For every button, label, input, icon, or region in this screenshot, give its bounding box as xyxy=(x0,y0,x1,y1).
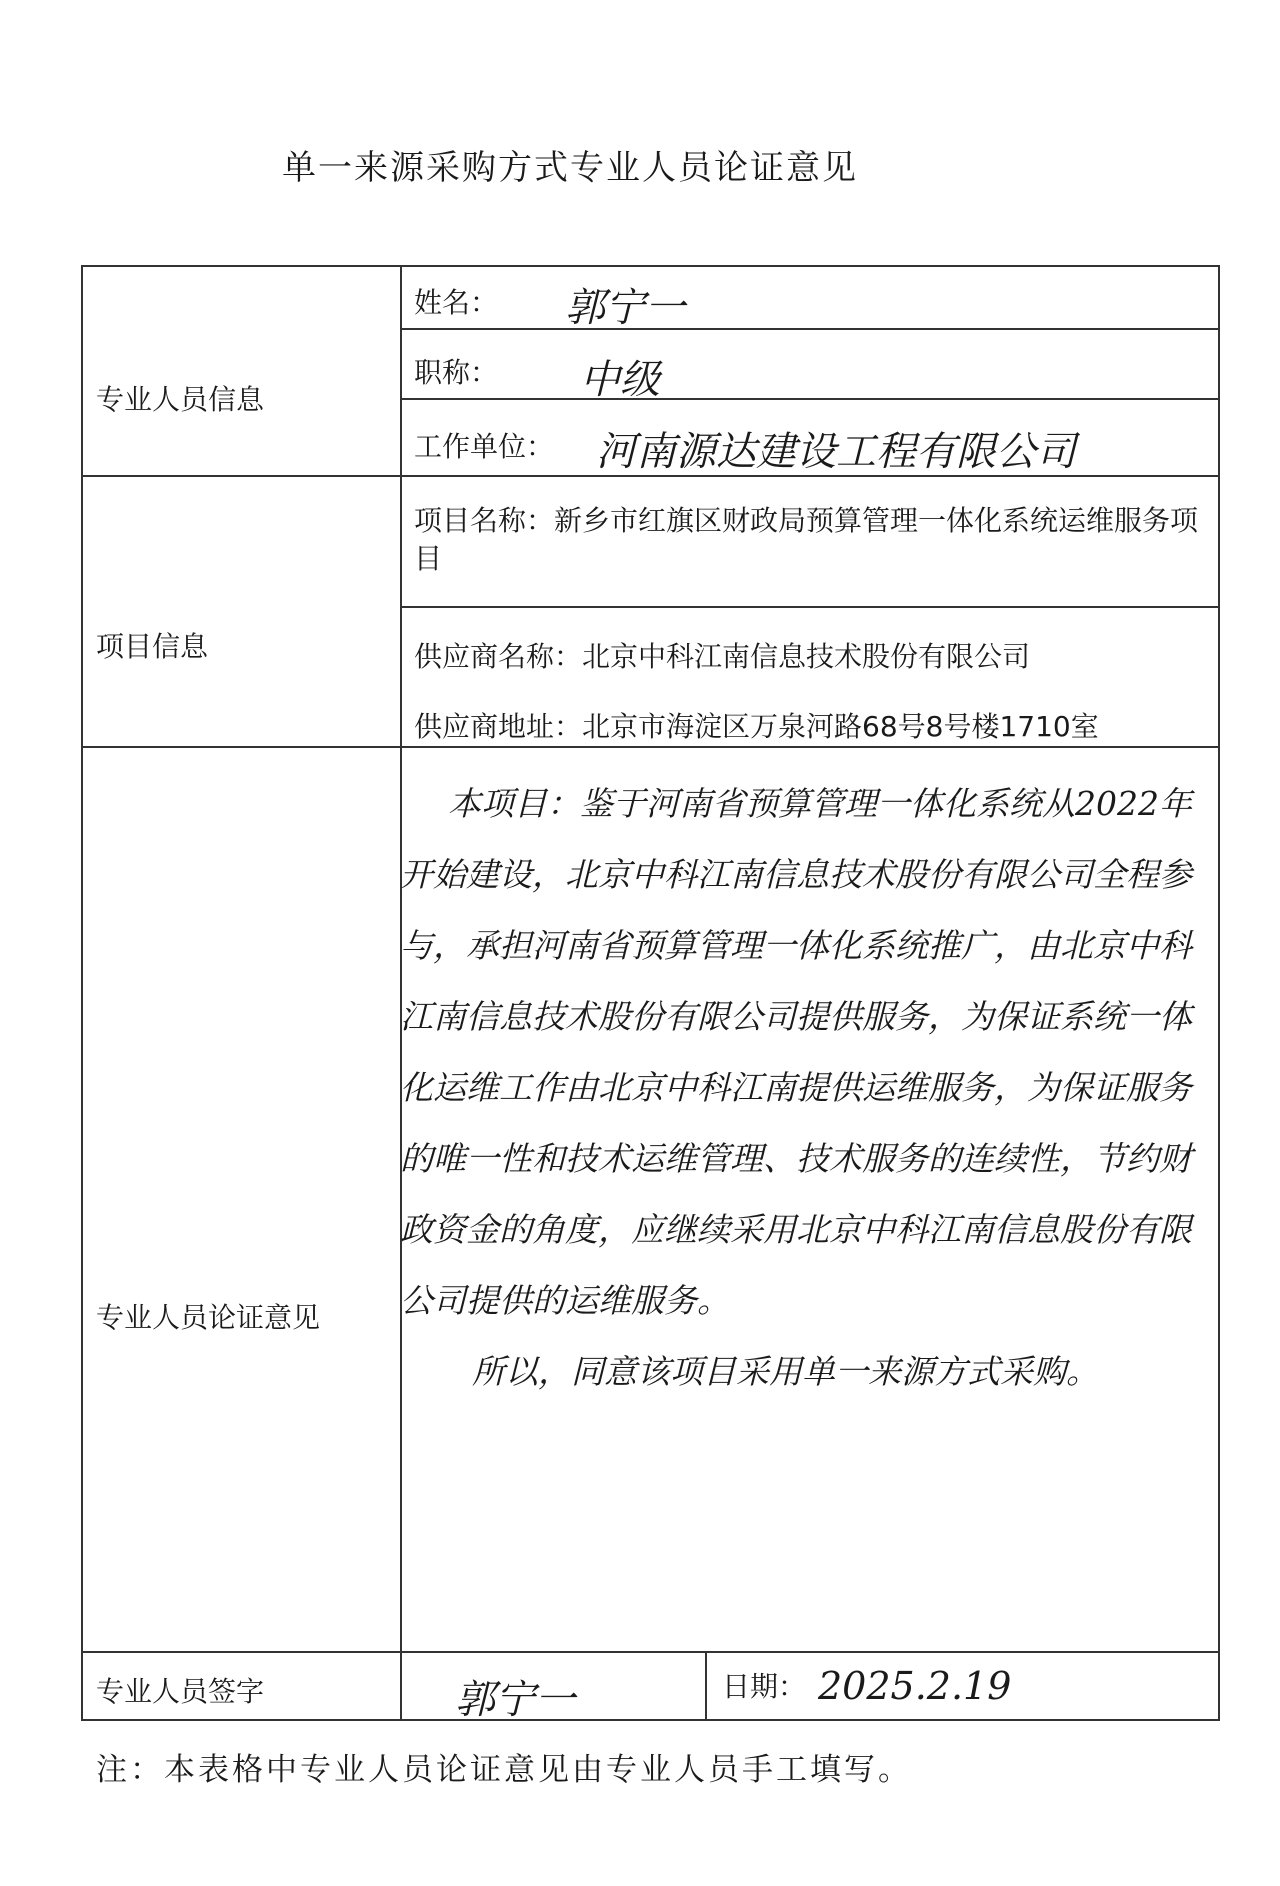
row-divider-section2 xyxy=(81,746,1220,748)
title-value: 中级 xyxy=(580,357,660,403)
row-divider-name xyxy=(400,328,1220,330)
project-info-label: 项目信息 xyxy=(96,630,209,663)
page-title: 单一来源采购方式专业人员论证意见 xyxy=(282,148,858,188)
opinion-paragraph-2: 所以，同意该项目采用单一来源方式采购。 xyxy=(472,1352,1099,1391)
expert-info-label: 专业人员信息 xyxy=(96,383,265,416)
supplier-name xyxy=(414,638,1209,676)
project-name-label: 项目名称： xyxy=(414,504,555,537)
opinion-paragraph-1: 本项目：鉴于河南省预算管理一体化系统从2022年开始建设，北京中科江南信息技术股份有限公司全程参与，承担河南省预算管理一体化系统推广，由北京中科江南信息技术股份有限公司提供服务，为保证系统一体化运维工作由北京中科江南提供运维服务，为保证服务的唯一性和技术运维管理、技术服务的连续性，节约财政资金的角度，应继续采用北京中科江南信息股份有限公司提供的运维服务。 xyxy=(400,784,1192,1320)
date-divider xyxy=(705,1651,707,1721)
date-value: 2025.2.19 xyxy=(818,1664,1012,1708)
row-divider-project xyxy=(400,606,1220,608)
employer-label: 工作单位： xyxy=(414,430,555,463)
employer-value: 河南源达建设工程有限公司 xyxy=(596,429,1076,475)
supplier-address-value: 北京市海淀区万泉河路68号8号楼1710室 xyxy=(582,710,1099,743)
opinion-label: 专业人员论证意见 xyxy=(96,1301,321,1334)
project-name-value: 新乡市红旗区财政局预算管理一体化系统运维服务项目 xyxy=(414,504,1199,575)
opinion-text xyxy=(400,768,1220,1407)
supplier-address-label: 供应商地址： xyxy=(414,710,583,743)
row-divider-title xyxy=(400,398,1220,400)
row-divider-section3 xyxy=(81,1651,1220,1653)
name-label: 姓名： xyxy=(414,286,499,319)
signature-label: 专业人员签字 xyxy=(96,1675,265,1708)
footnote: 注：本表格中专业人员论证意见由专业人员手工填写。 xyxy=(96,1752,912,1788)
name-value: 郭宁一 xyxy=(565,285,685,331)
date-label: 日期： xyxy=(722,1670,807,1703)
signature-value: 郭宁一 xyxy=(455,1677,575,1723)
title-label: 职称： xyxy=(414,356,499,389)
supplier-name-value: 北京中科江南信息技术股份有限公司 xyxy=(582,640,1031,673)
supplier-name-label: 供应商名称： xyxy=(414,640,583,673)
supplier-address xyxy=(414,708,1209,746)
project-name xyxy=(414,502,1209,578)
